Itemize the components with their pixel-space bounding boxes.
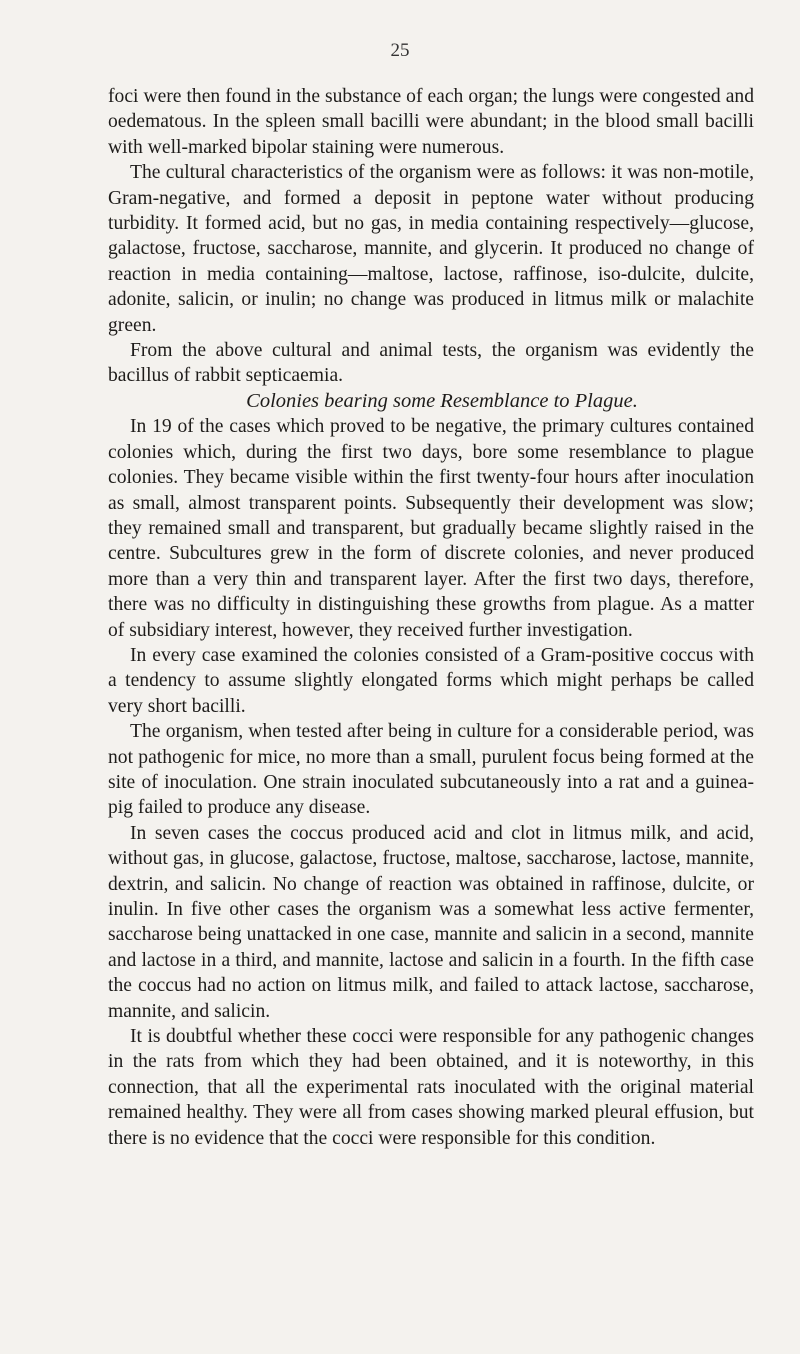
section-heading: Colonies bearing some Resemblance to Plague.	[246, 389, 638, 412]
paragraph: The organism, when tested after being in culture for a considerable period, was not pathogenic for mice, no more than a small, purulent focus being formed at the site of inoculation. One strain inoculated subcutaneously into a rat and a guinea-pig failed to produce any disease.	[108, 721, 754, 819]
paragraph: From the above cultural and animal tests, the organism was evidently the bacillus of rabbit septicaemia.	[108, 340, 754, 387]
paragraph: In seven cases the coccus produced acid and clot in litmus milk, and acid, without gas, in glucose, galactose, fructose, maltose, saccharose, lactose, mannite, dextrin, and salicin. No change of reaction was obtained in raffinose, dulcite, or inulin. In five other cases the organism was a somewhat less active fermenter, saccharose being unattacked in one case, mannite and salicin in a second, mannite and lactose in a third, and mannite, lactose and salicin in a fourth. In the fifth case the coccus had no action on litmus milk, and failed to attack lactose, saccharose, mannite, and salicin.	[108, 822, 754, 1022]
paragraph: foci were then found in the substance of each organ; the lungs were congested and oedematous. In the spleen small bacilli were abundant; in the blood small bacilli with well-marked bipolar staining were numerous.	[108, 86, 754, 158]
body-text	[108, 84, 754, 1151]
page-number: 25	[390, 40, 410, 61]
paragraph: It is doubtful whether these cocci were responsible for any pathogenic changes in the rats from which they had been obtained, and it is noteworthy, in this connection, that all the experimental rats inoculated with the original material remained healthy. They were all from cases showing marked pleural effusion, but there is no evidence that the cocci were responsible for this condition.	[108, 1026, 754, 1149]
paragraph: In every case examined the colonies consisted of a Gram-positive coccus with a tendency to assume slightly elongated forms which might perhaps be called very short bacilli.	[108, 644, 754, 717]
paragraph: In 19 of the cases which proved to be negative, the primary cultures contained colonies which, during the first two days, bore some resemblance to plague colonies. They became visible within the first twenty-four hours after inoculation as small, almost transparent points. Subsequently their development was slow; they remained small and transparent, but gradually became slightly raised in the centre. Subcultures grew in the form of discrete colonies, and never produced more than a very thin and transparent layer. After the first two days, therefore, there was no difficulty in distinguishing these growths from plague. As a matter of subsidiary interest, however, they received further investigation.	[108, 416, 754, 641]
paragraph: The cultural characteristics of the organism were as follows: it was non-motile, Gram-negative, and formed a deposit in peptone water without producing turbidity. It formed acid, but no gas, in media containing respectively—glucose, galactose, fructose, saccharose, mannite, and glycerin. It produced no change of reaction in media containing—maltose, lactose, raffinose, iso-dulcite, dulcite, adonite, salicin, or inulin; no change was produced in litmus milk or malachite green.	[108, 162, 754, 336]
